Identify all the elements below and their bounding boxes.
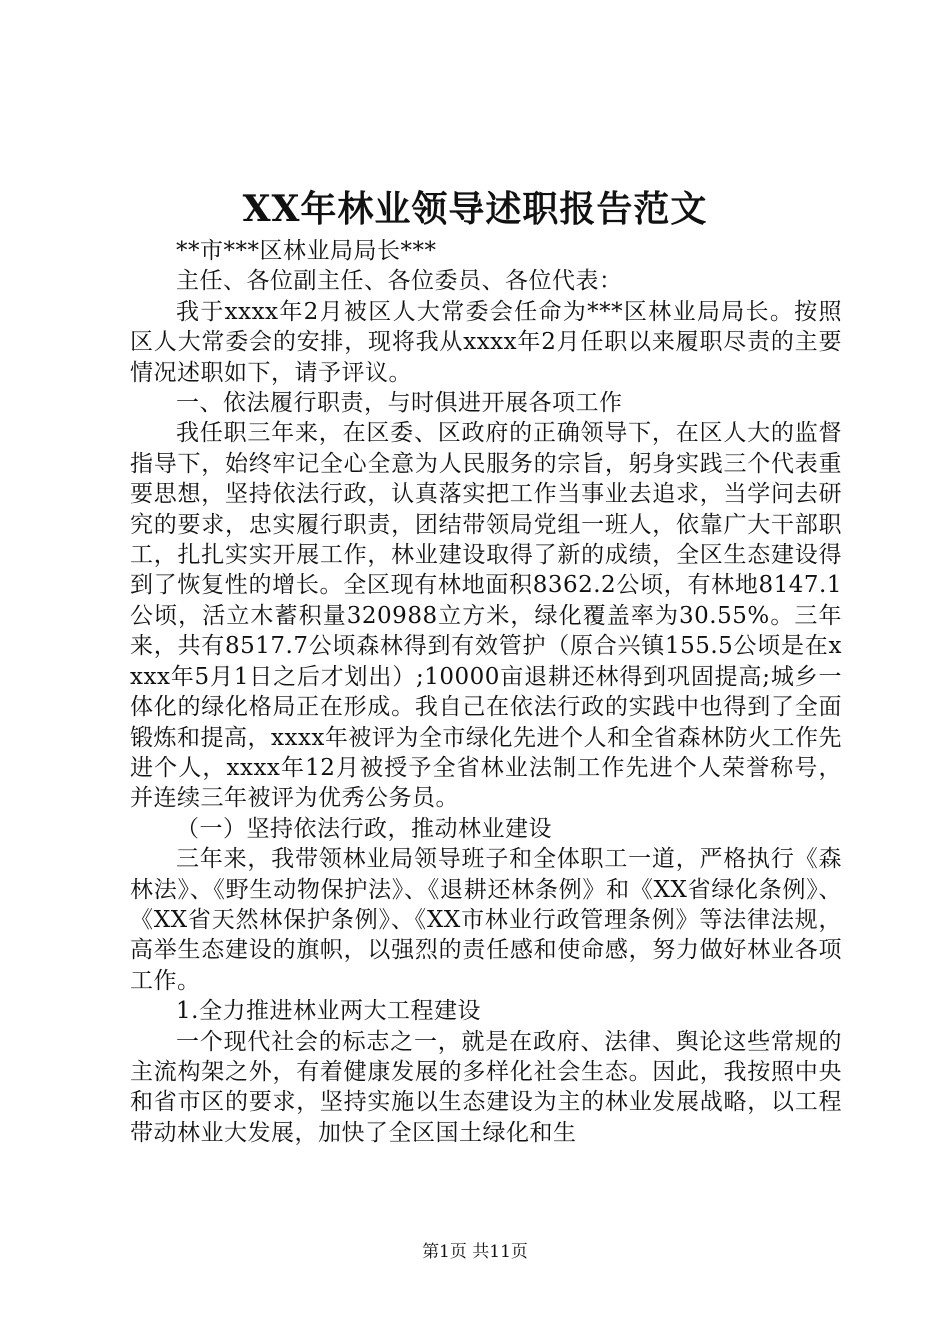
subsection-heading: （一）坚持依法行政，推动林业建设 [176,815,552,842]
author-line: **市***区林业局局长*** [176,238,437,264]
body-paragraph: 一个现代社会的标志之一，就是在政府、法律、舆论这些常规的主流构架之外，有着健康发展的多样化社会生态。因此，我按照中央和省市区的要求，坚持实施以生态建设为主的林业发展战略，以工程带动林业大发展，加快了全区国土绿化和生 [130,1028,842,1146]
body-paragraph: 我任职三年来，在区委、区政府的正确领导下，在区人大的监督指导下，始终牢记全心全意为人民服务的宗旨，躬身实践三个代表重要思想，坚持依法行政，认真落实把工作当事业去追求，当学问去研究的要求，忠实履行职责，团结带领局党组一班人，依靠广大干部职工，扎扎实实开展工作，林业建设取得了新的成绩，全区生态建设得到了恢复性的增长。全区现有林地面积8362.2公顷，有林地8147.1公顷，活立木蓄积量320988立方米，绿化覆盖率为30.55%。三年来，共有8517.7公顷森林得到有效管护（原合兴镇155.5公顷是在xxxx年5月1日之后才划出）;10000亩退耕还林得到巩固提高;城乡一体化的绿化格局正在形成。我自己在依法行政的实践中也得到了全面锻炼和提高，xxxx年被评为全市绿化先进个人和全省森林防火工作先进个人，xxxx年12月被授予全省林业法制工作先进个人荣誉称号，并连续三年被评为优秀公务员。 [130,420,842,812]
item-heading: 1.全力推进林业两大工程建设 [176,998,481,1025]
document-title: XX年林业领导述职报告范文 [242,188,708,230]
salutation: 主任、各位副主任、各位委员、各位代表： [176,268,623,295]
page-footer: 第1页 共11页 [422,1242,528,1262]
intro-paragraph: 我于xxxx年2月被区人大常委会任命为***区林业局局长。按照区人大常委会的安排，现将我从xxxx年2月任职以来履职尽责的主要情况述职如下，请予评议。 [130,298,842,386]
body-paragraph: 三年来，我带领林业局领导班子和全体职工一道，严格执行《森林法》、《野生动物保护法》、《退耕还林条例》和《XX省绿化条例》、《XX省天然林保护条例》、《XX市林业行政管理条例》等法律法规，高举生态建设的旗帜，以强烈的责任感和使命感，努力做好林业各项工作。 [130,846,842,994]
document-body [130,236,842,1148]
section-heading: 一、依法履行职责，与时俱进开展各项工作 [176,390,623,417]
